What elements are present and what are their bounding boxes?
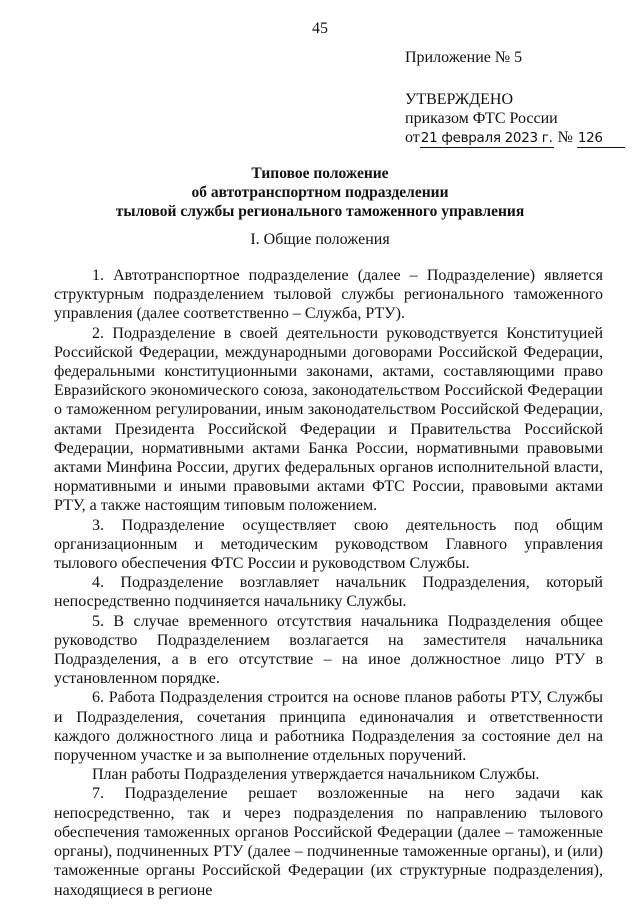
document-title (0, 164, 640, 221)
section-heading: I. Общие положения (250, 231, 390, 248)
paragraph: 5. В случае временного отсутствия начальника Подразделения общее руководство Подразделением возлагается на заместителя начальника Подразделения, а в его отсутствие – на иное должностное лицо РТУ в установленном порядке. (54, 612, 603, 688)
date-prefix: от (405, 129, 420, 146)
approval-order: приказом ФТС России (405, 110, 558, 127)
paragraph: План работы Подразделения утверждается начальником Службы. (92, 766, 540, 784)
number-prefix: № (557, 129, 573, 146)
paragraph: 7. Подразделение решает возложенные на него задачи как непосредственно, так и через подразделения по направлению тылового обеспечения таможенных органов Российской Федерации (далее – таможенные органы), подчиненных РТУ (далее – подчиненные таможенные органы), и (или) таможенные органы Российской Федерации (их структурные подразделения), находящиеся в регионе (54, 785, 603, 899)
approval-number: 126 (577, 130, 625, 148)
approval-date-line (405, 128, 625, 148)
title-line: Типовое положение (251, 165, 389, 182)
paragraph: 6. Работа Подразделения строится на основе планов работы РТУ, Службы и Подразделения, сочетания принципа единоначалия и ответственности каждого должностного лица и работника Подразделения за состояние дел на порученном участке и за выполнение отдельных поручений. (54, 689, 603, 765)
paragraph: 4. Подразделение возглавляет начальник Подразделения, который непосредственно подчиняется начальнику Службы. (54, 574, 603, 611)
paragraph: 3. Подразделение осуществляет свою деятельность под общим организационным и методическим руководством Главного управления тылового обеспечения ФТС России и руководством Службы. (54, 516, 603, 573)
approval-heading: УТВЕРЖДЕНО (405, 91, 514, 108)
paragraph: 2. Подразделение в своей деятельности руководствуется Конституцией Российской Федерации, международными договорами Российской Федерации, федеральными конституционными законами, актами, составляющими право Евразийского экономического союза, законодательством Российской Федерации о таможенном регулировании, иным законодательством Российской Федерации, актами Президента Российской Федерации и Правительства Российской Федерации, нормативными актами Банка России, нормативными правовыми актами Минфина России, других федеральных органов исполнительной власти, нормативными и иными правовыми актами ФТС России, правовыми актами РТУ, а также настоящим типовым положением. (54, 324, 603, 515)
appendix-label: Приложение № 5 (405, 49, 523, 66)
approval-date: 21 февраля 2023 г. (420, 130, 553, 146)
page-number: 45 (312, 20, 328, 37)
title-line: об автотранспортном подразделении (191, 184, 449, 201)
document-body (54, 266, 603, 900)
paragraph: 1. Автотранспортное подразделение (далее – Подразделение) является структурным подразделением тыловой службы регионального таможенного управления (далее соответственно – Служба, РТУ). (54, 267, 603, 323)
title-line: тыловой службы регионального таможенного управления (115, 203, 525, 220)
approval-block (405, 90, 625, 148)
